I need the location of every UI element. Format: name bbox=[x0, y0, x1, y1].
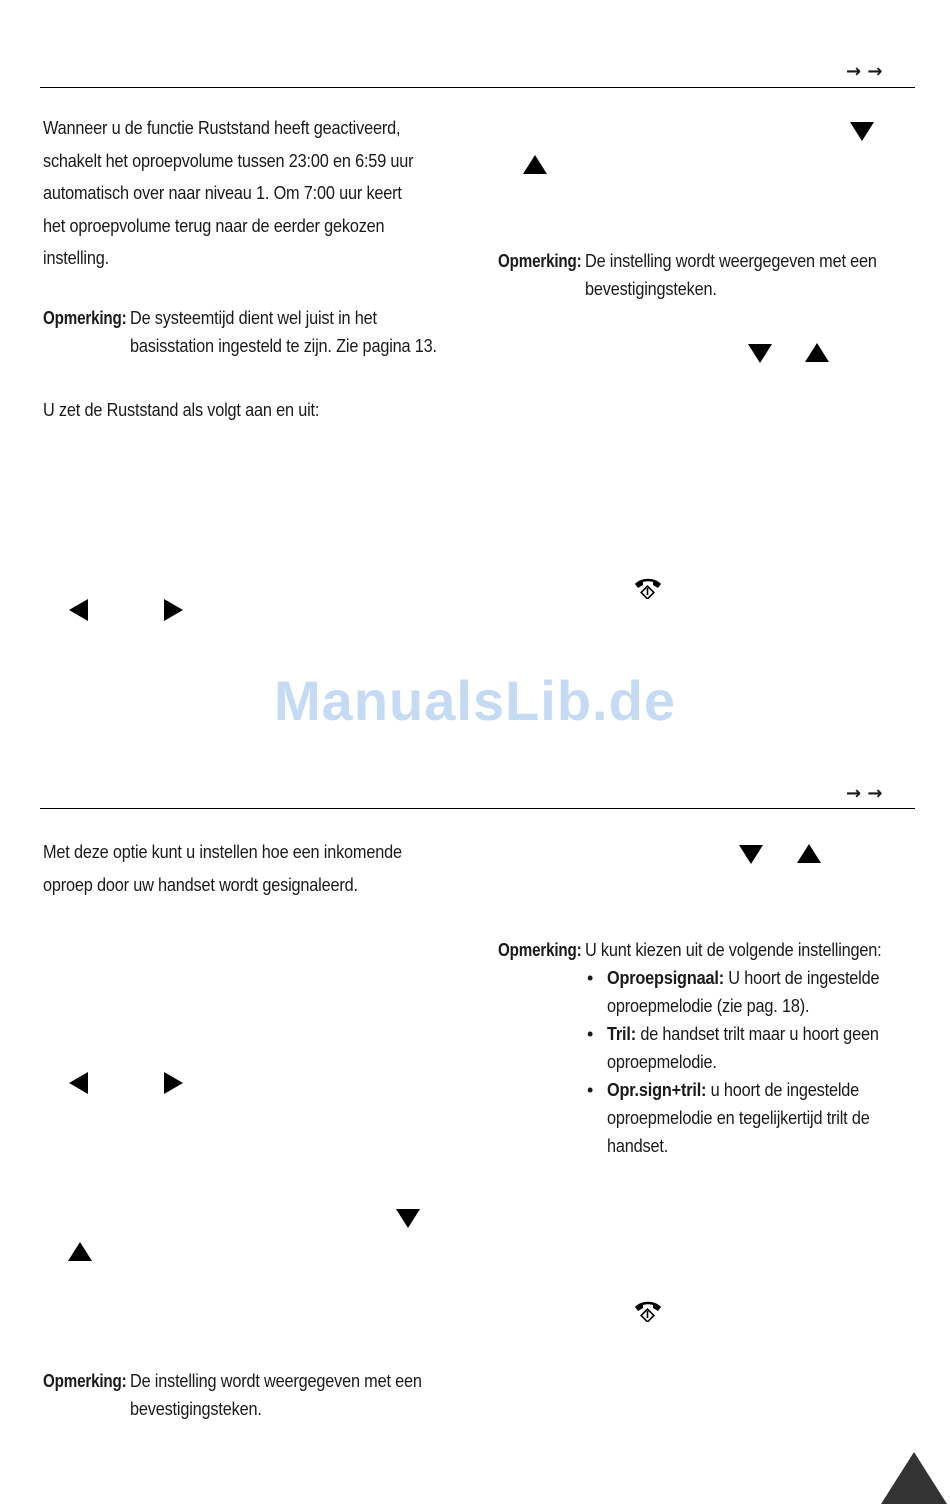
continue-arrows-icon: → → bbox=[846, 783, 883, 804]
bullet-icon: • bbox=[587, 1024, 594, 1044]
option-ringing-cont: oproepmelodie (zie pag. 18). bbox=[607, 995, 810, 1016]
next-page-icon[interactable] bbox=[881, 1452, 947, 1504]
arrow-left-icon bbox=[69, 1072, 88, 1094]
arrow-right-icon bbox=[164, 1072, 183, 1094]
bullet-icon: • bbox=[587, 968, 594, 988]
phone-end-icon bbox=[633, 1298, 663, 1322]
arrow-down-icon bbox=[850, 122, 874, 141]
arrow-down-icon bbox=[739, 845, 763, 864]
option-vibrate: Tril: de handset trilt maar u hoort geen bbox=[607, 1023, 879, 1044]
intro-paragraph: Met deze optie kunt u instellen hoe een inkomende oproep door uw handset wordt gesignaleerd. bbox=[43, 841, 402, 895]
howto-text: U zet de Ruststand als volgt aan en uit: bbox=[43, 399, 320, 420]
option-vibrate-cont: oproepmelodie. bbox=[607, 1051, 717, 1072]
option-ringing: Oproepsignaal: U hoort de ingestelde bbox=[607, 967, 880, 988]
intro-paragraph: Wanneer u de functie Ruststand heeft geactiveerd, schakelt het oproepvolume tussen 23:00 en 6:59 uur automatisch over naar niveau 1. Om 7:00 uur keert het oproepvolume terug naar de eerder gekozen instelling. bbox=[43, 117, 414, 268]
continue-arrows-icon: → → bbox=[846, 61, 883, 82]
watermark: ManualsLib.de bbox=[274, 669, 676, 732]
arrow-right-icon bbox=[164, 599, 183, 621]
arrow-up-icon bbox=[523, 155, 547, 174]
option-ring-vibrate: Opr.sign+tril: u hoort de ingestelde bbox=[607, 1079, 860, 1100]
arrow-down-icon bbox=[748, 344, 772, 363]
option-ring-vibrate-cont: handset. bbox=[607, 1135, 669, 1156]
section-divider bbox=[40, 87, 915, 88]
arrow-down-icon bbox=[396, 1209, 420, 1228]
arrow-left-icon bbox=[69, 599, 88, 621]
option-ring-vibrate-cont: oproepmelodie en tegelijkertijd trilt de bbox=[607, 1107, 870, 1128]
arrow-up-icon bbox=[68, 1242, 92, 1261]
section-divider bbox=[40, 808, 915, 809]
arrow-up-icon bbox=[797, 844, 821, 863]
phone-end-icon bbox=[633, 575, 663, 599]
arrow-up-icon bbox=[805, 343, 829, 362]
bullet-icon: • bbox=[587, 1080, 594, 1100]
